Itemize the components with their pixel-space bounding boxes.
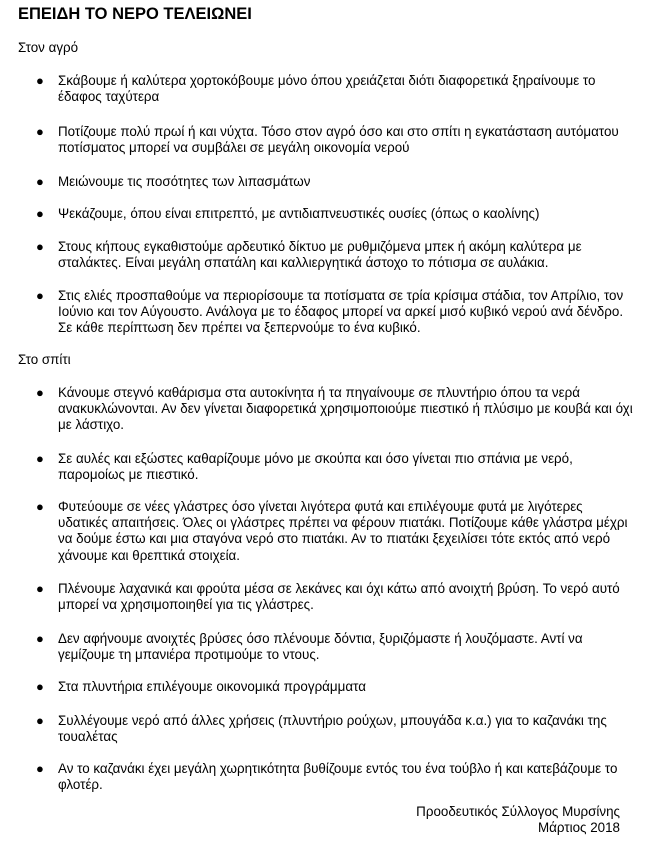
list-item-text: Πλένουμε λαχανικά και φρούτα μέσα σε λεκάνες και όχι κάτω από ανοιχτή βρύση. Το νερό αυτό μπορεί να χρησιμοποιηθεί για τις γλάστρες.: [58, 581, 620, 613]
bullet-icon: ●: [36, 761, 44, 776]
bullet-icon: ●: [36, 713, 44, 728]
list-item: [0, 174, 633, 190]
bullet-icon: ●: [36, 499, 44, 514]
list-item-text: Φυτεύουμε σε νέες γλάστρες όσο γίνεται λιγότερα φυτά και επιλέγουμε φυτά με λιγότερες υδατικές απαιτήσεις. Όλες οι γλάστρες πρέπει να φέρουν πιατάκι. Ποτίζουμε κάθε γλάστρα μέχρι να δούμε έστω και μια σταγόνα νερό στο πιατάκι. Αν το πιατάκι ξεχειλίσει τότε εκτός από νερό χάνουμε και θρεπτικά στοιχεία.: [58, 499, 628, 563]
list-item-text: Ψεκάζουμε, όπου είναι επιτρεπτό, με αντιδιαπνευστικές ουσίες (όπως ο καολίνης): [58, 206, 540, 221]
list-item: [0, 451, 633, 483]
list-item: [0, 124, 633, 156]
list-item-text: Συλλέγουμε νερό από άλλες χρήσεις (πλυντήριο ρούχων, μπουγάδα κ.α.) για το καζανάκι της τουαλέτας: [58, 713, 607, 745]
list-item: [0, 761, 633, 793]
bullet-icon: ●: [36, 124, 44, 139]
bullet-icon: ●: [36, 679, 44, 694]
list-item: [0, 679, 633, 695]
list-item: [0, 499, 633, 564]
bullet-icon: ●: [36, 288, 44, 303]
list-item-text: Στις ελιές προσπαθούμε να περιορίσουμε τα ποτίσματα σε τρία κρίσιμα στάδια, τον Απρίλιο, τον Ιούνιο και τον Αύγουστο. Ανάλογα με το έδαφος μπορεί να αρκεί μισό κυβικό νερού ανά δένδρο. Σε κάθε περίπτωση δεν πρέπει να ξεπερνούμε το ένα κυβικό.: [58, 288, 624, 336]
bullet-icon: ●: [36, 73, 44, 88]
bullet-icon: ●: [36, 206, 44, 221]
signature-organization: Προοδευτικός Σύλλογος Μυρσίνης: [416, 804, 620, 819]
signature-block: [416, 804, 620, 837]
signature-date: Μάρτιος 2018: [538, 820, 620, 836]
bullet-icon: ●: [36, 451, 44, 466]
list-item: [0, 385, 633, 434]
list-item: [0, 713, 633, 745]
list-item: [0, 631, 633, 663]
list-item-text: Δεν αφήνουμε ανοιχτές βρύσες όσο πλένουμε δόντια, ξυριζόμαστε ή λουζόμαστε. Αντί να γεμίζουμε τη μπανιέρα προτιμούμε το ντους.: [58, 631, 583, 663]
bullet-icon: ●: [36, 385, 44, 400]
list-item: [0, 73, 633, 105]
list-item: [0, 239, 633, 271]
list-item-text: Στους κήπους εγκαθιστούμε αρδευτικό δίκτυο με ρυθμιζόμενα μπεκ ή ακόμη καλύτερα με σταλάκτες. Είναι μεγάλη σπατάλη και καλλιεργητικά άστοχο το πότισμα σε αυλάκια.: [58, 239, 582, 271]
list-item: [0, 288, 633, 337]
list-item: [0, 206, 633, 222]
bullet-icon: ●: [36, 631, 44, 646]
list-item-text: Σε αυλές και εξώστες καθαρίζουμε μόνο με σκούπα και όσο γίνεται πιο σπάνια με νερό, παρομοίως με πιεστικό.: [58, 451, 573, 483]
list-item-text: Ποτίζουμε πολύ πρωί ή και νύχτα. Τόσο στον αγρό όσο και στο σπίτι η εγκατάσταση αυτόματου ποτίσματος μπορεί να συμβάλει σε μεγάλη οικονομία νερού: [58, 124, 619, 156]
bullet-icon: ●: [36, 581, 44, 596]
bullet-icon: ●: [36, 174, 44, 189]
list-item-text: Στα πλυντήρια επιλέγουμε οικονομικά προγράμματα: [58, 679, 366, 694]
list-item-text: Κάνουμε στεγνό καθάρισμα στα αυτοκίνητα ή τα πηγαίνουμε σε πλυντήριο όπου τα νερά ανακυκλώνονται. Αν δεν γίνεται διαφορετικά χρησιμοποιούμε πιεστικό ή πλύσιμο με κουβά και όχι με λάστιχο.: [58, 385, 633, 433]
list-item: [0, 581, 633, 613]
section-heading-field: Στον αγρό: [18, 40, 79, 55]
list-item-text: Μειώνουμε τις ποσότητες των λιπασμάτων: [58, 174, 311, 189]
section-heading-home: Στο σπίτι: [18, 352, 71, 367]
list-item-text: Αν το καζανάκι έχει μεγάλη χωρητικότητα βυθίζουμε εντός του ένα τούβλο ή και κατεβάζουμε το φλοτέρ.: [58, 761, 618, 793]
list-item-text: Σκάβουμε ή καλύτερα χορτοκόβουμε μόνο όπου χρειάζεται διότι διαφορετικά ξηραίνουμε το έδαφος ταχύτερα: [58, 73, 596, 105]
page-title: ΕΠΕΙΔΗ ΤΟ ΝΕΡΟ ΤΕΛΕΙΩΝΕΙ: [18, 5, 252, 23]
bullet-icon: ●: [36, 239, 44, 254]
